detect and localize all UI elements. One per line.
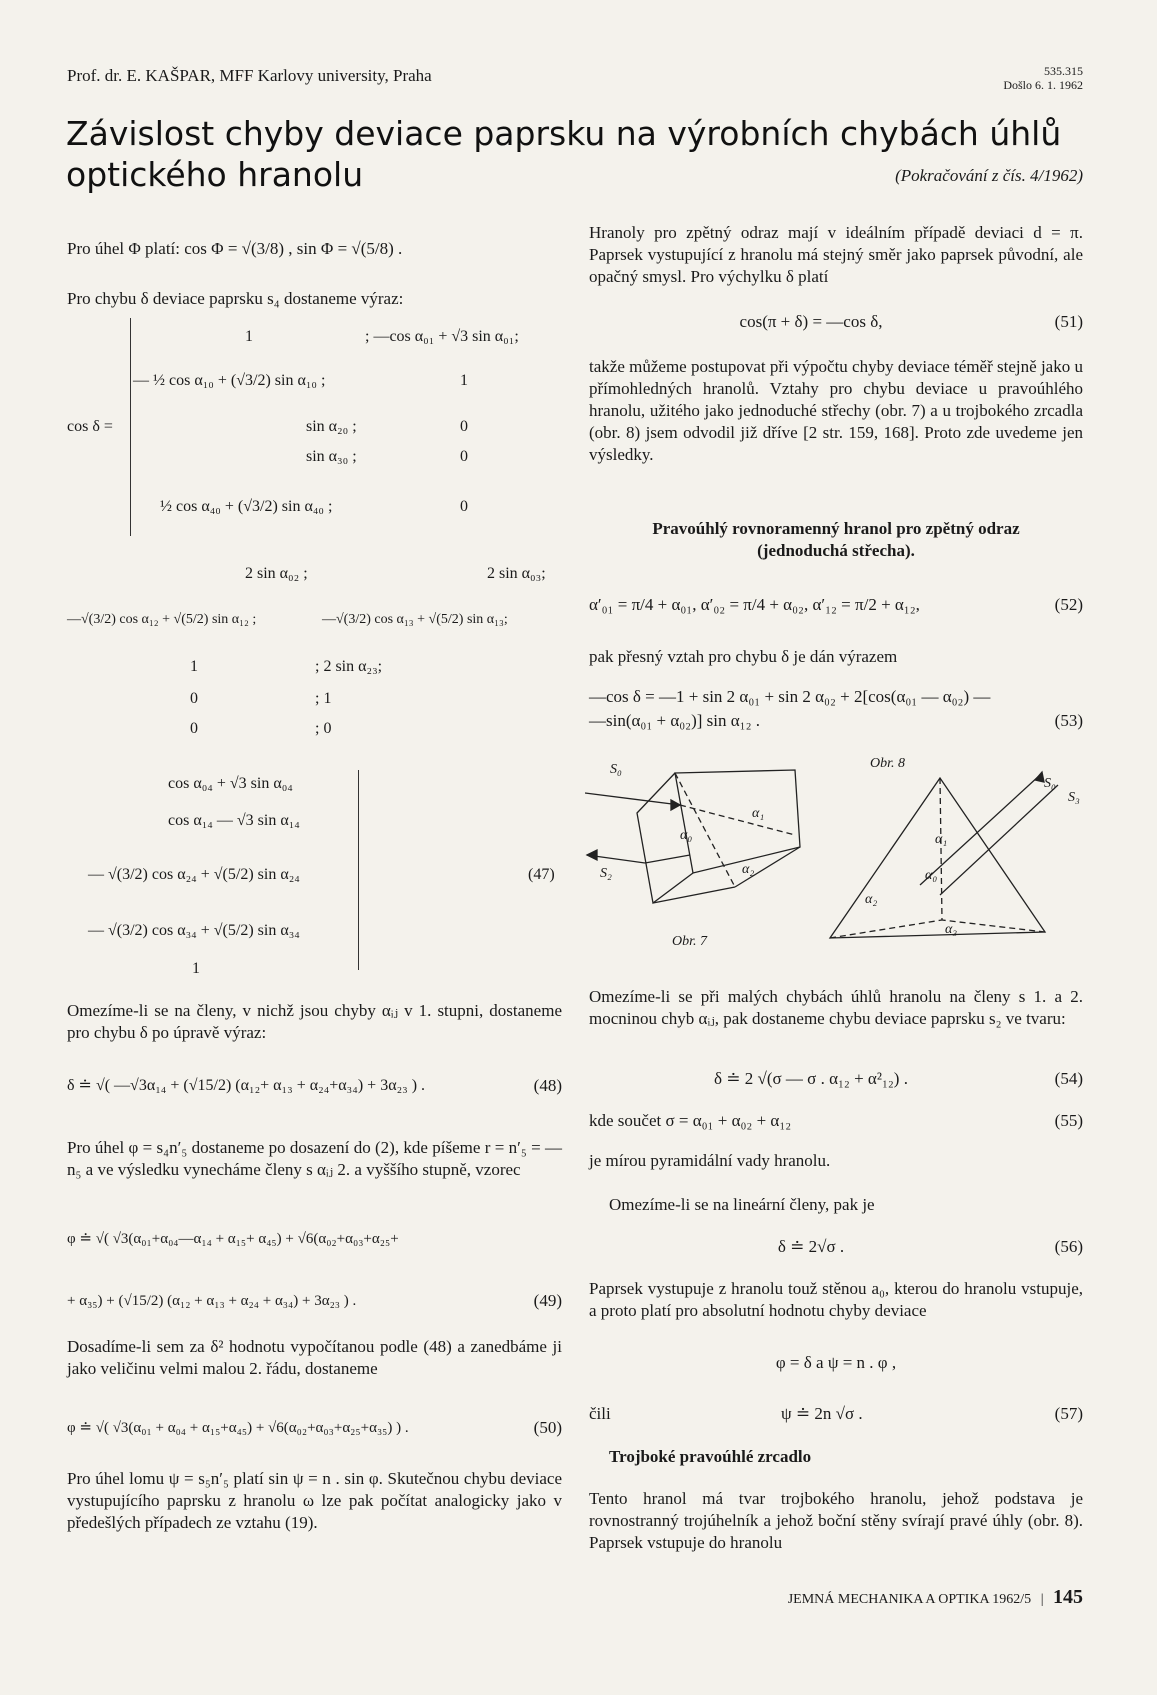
m2-cell: ; 0	[315, 720, 332, 737]
equation-48	[67, 1075, 562, 1097]
title-line-2: optického hranolu	[66, 155, 364, 194]
m1-cell: ½ cos α₄₀ + (√3/2) sin α₄₀ ;	[160, 498, 333, 515]
equation-49b	[67, 1290, 562, 1312]
equation-text: —sin(α₀₁ + α₀₂)] sin α₁₂ .	[589, 711, 761, 730]
paragraph: Hranoly pro zpětný odraz mají v ideálním případě deviaci d = π. Paprsek vystupující z hranolu má stejný směr jako paprsek původní, ale opačný smysl. Pro výchylku δ platí	[589, 223, 1083, 286]
label-a0: α₀	[680, 828, 693, 843]
m3-cell: cos α₁₄ — √3 sin α₁₄	[168, 812, 300, 829]
equation-text: δ ≐ 2√σ .	[777, 1237, 845, 1256]
determinant-bar	[358, 770, 359, 970]
figure-8-caption: Obr. 8	[870, 756, 906, 771]
document-code	[1003, 64, 1083, 92]
label-s0: S₀	[1044, 776, 1056, 791]
equation-53a: —cos δ = —1 + sin 2 α₀₁ + sin 2 α₀₂ + 2[cos(α₀₁ — α₀₂) —	[589, 687, 991, 706]
eq-number: (56)	[1054, 1237, 1083, 1256]
paragraph: je mírou pyramidální vady hranolu.	[589, 1151, 831, 1170]
section-heading: Trojboké pravoúhlé zrcadlo	[609, 1447, 812, 1466]
label-a1: α₁	[935, 832, 948, 847]
label-a0: α₀	[925, 868, 938, 883]
delta-intro: Pro chybu δ deviace paprsku s₄ dostaneme výraz:	[67, 289, 404, 308]
equation-54	[589, 1068, 1083, 1090]
m2-cell: 0	[190, 720, 198, 737]
equation-text: δ ≐ √( —√3α₁₄ + (√15/2) (α₁₂+ α₁₃ + α₂₄+α₃₄) + 3α₂₃ ) .	[67, 1077, 426, 1094]
figure-7-caption: Obr. 7	[672, 934, 708, 949]
equation-text: kde součet σ = α₀₁ + α₀₂ + α₁₂	[589, 1111, 792, 1130]
m2-cell: 1	[190, 658, 198, 675]
m2-cell: ; 2 sin α₂₃;	[315, 658, 383, 675]
m3-cell: — √(3/2) cos α₂₄ + √(5/2) sin α₂₄	[88, 866, 300, 883]
eq-number: (49)	[533, 1291, 562, 1310]
received-date: Došlo 6. 1. 1962	[1003, 78, 1083, 92]
determinant-bar	[130, 318, 131, 536]
label-s2: S₂	[600, 866, 612, 881]
eq-number: (52)	[1054, 595, 1083, 614]
m1-cell: 0	[460, 418, 468, 435]
m1-cell: sin α₂₀ ;	[306, 418, 357, 435]
label-s3: S₃	[1068, 790, 1080, 805]
equation-text: ψ ≐ 2n √σ .	[781, 1404, 863, 1423]
cos-delta-label: cos δ =	[67, 418, 113, 435]
eq-number: (54)	[1054, 1069, 1083, 1088]
paragraph: Omezíme-li se při malých chybách úhlů hranolu na členy s 1. a 2. mocninou chyb αᵢⱼ, pak dostaneme chybu deviace paprsku s₂ ve tvaru:	[589, 987, 1083, 1028]
paragraph: takže můžeme postupovat při výpočtu chyby deviace téměř stejně jako u přímohledných hranolů. Vztahy pro chybu deviace u pravoúhlého hranolu, užitého jako jednoduché střechy (obr. 7) a u trojbokého zrcadla (obr. 8) jsem odvodil již dříve [2 str. 159, 168]. Proto zde uvedeme jen výsledky.	[589, 357, 1083, 464]
m3-cell: — √(3/2) cos α₃₄ + √(5/2) sin α₃₄	[88, 922, 300, 939]
eq-number: (53)	[1054, 711, 1083, 730]
equation-text: α′₀₁ = π/4 + α₀₁, α′₀₂ = π/4 + α₀₂, α′₁₂ = π/2 + α₁₂,	[589, 595, 920, 614]
m2-cell: 2 sin α₀₂ ;	[245, 565, 308, 582]
m3-cell: cos α₀₄ + √3 sin α₀₄	[168, 775, 293, 792]
label-s0: S₀	[610, 762, 622, 777]
equation-text: δ ≐ 2 √(σ — σ . α₁₂ + α²₁₂) .	[714, 1069, 908, 1088]
page-footer: JEMNÁ MECHANIKA A OPTIKA 1962/5 | 145	[787, 1586, 1083, 1608]
equation-text: φ ≐ √( √3(α₀₁ + α₀₄ + α₁₅+α₄₅) + √6(α₀₂+α₀₃+α₂₅+α₃₅) ) .	[67, 1420, 409, 1436]
equation-prefix: čili	[589, 1404, 611, 1423]
eq-number: (51)	[1054, 312, 1083, 331]
equation-text: cos(π + δ) = —cos δ,	[739, 312, 883, 331]
eq-number: (47)	[528, 866, 555, 883]
equation-57	[589, 1403, 1083, 1425]
phi-intro: Pro úhel Φ platí: cos Φ = √(3/8) , sin Φ = √(5/8) .	[67, 239, 403, 258]
m2-cell: 0	[190, 690, 198, 707]
equation-53b	[589, 710, 1083, 732]
m2-cell: —√(3/2) cos α₁₂ + √(5/2) sin α₁₂ ;	[67, 612, 257, 627]
label-a3: α₃	[945, 922, 958, 937]
m1-cell: 0	[460, 498, 468, 515]
paragraph: Paprsek vystupuje z hranolu touž stěnou a₀, kterou do hranolu vstupuje, a proto platí pro absolutní hodnotu chyby deviace	[589, 1279, 1083, 1320]
figure-7-prism	[585, 755, 810, 930]
journal-name: JEMNÁ MECHANIKA A OPTIKA 1962/5	[787, 1592, 1032, 1607]
m3-cell: 1	[192, 960, 200, 977]
m1-cell: sin α₃₀ ;	[306, 448, 357, 465]
label-a1: α₁	[752, 806, 765, 821]
m1-cell: 1	[460, 372, 468, 389]
paragraph: Omezíme-li se na členy, v nichž jsou chyby αᵢⱼ v 1. stupni, dostaneme pro chybu δ po úpravě výraz:	[67, 1001, 562, 1042]
equation-49a: φ ≐ √( √3(α₀₁+α₀₄—α₁₄ + α₁₅+ α₄₅) + √6(α₀₂+α₀₃+α₂₅+	[67, 1231, 399, 1247]
m2-cell: 2 sin α₀₃;	[487, 565, 546, 582]
doc-code: 535.315	[1044, 64, 1083, 78]
title-line-1: Závislost chyby deviace paprsku na výrobních chybách úhlů	[66, 114, 1062, 153]
paragraph: Tento hranol má tvar trojbokého hranolu, jehož podstava je rovnostranný trojúhelník a jehož boční stěny svírají pravé úhly (obr. 8). Paprsek vstupuje do hranolu	[589, 1489, 1083, 1552]
equation-57a: φ = δ a ψ = n . φ ,	[775, 1353, 897, 1372]
paragraph: Dosadíme-li sem za δ² hodnotu vypočítanou podle (48) a zanedbáme ji jako veličinu velmi malou 2. řádu, dostaneme	[67, 1337, 562, 1378]
figure-8-mirror	[820, 770, 1090, 940]
page-number: 145	[1053, 1586, 1083, 1608]
author-line: Prof. dr. E. KAŠPAR, MFF Karlovy university, Praha	[67, 66, 432, 85]
equation-51	[589, 311, 1083, 333]
equation-50	[67, 1417, 562, 1439]
m2-cell: ; 1	[315, 690, 332, 707]
equation-52	[589, 594, 1083, 616]
equation-55	[589, 1110, 1083, 1132]
paragraph: Pro úhel φ = s₄n′₅ dostaneme po dosazení do (2), kde píšeme r = n′₅ = —n₅ a ve výsledku vynecháme členy s αᵢⱼ 2. a vyššího stupně, vzorec	[67, 1138, 562, 1179]
paragraph: pak přesný vztah pro chybu δ je dán výrazem	[589, 647, 898, 666]
m1-cell: — ½ cos α₁₀ + (√3/2) sin α₁₀ ;	[133, 372, 326, 389]
m1-cell: 0	[460, 448, 468, 465]
paragraph: Pro úhel lomu ψ = s₅n′₅ platí sin ψ = n . sin φ. Skutečnou chybu deviace vystupujícího paprsku z hranolu ω lze pak počítat analogicky jako v předešlých případech ze vztahu (19).	[67, 1469, 562, 1532]
label-a2: α₂	[865, 892, 878, 907]
section-heading: Pravoúhlý rovnoramenný hranol pro zpětný odraz (jednoduchá střecha).	[652, 519, 1020, 560]
equation-text: + α₃₅) + (√15/2) (α₁₂ + α₁₃ + α₂₄ + α₃₄) + 3α₂₃ ) .	[67, 1293, 357, 1309]
m2-cell: —√(3/2) cos α₁₃ + √(5/2) sin α₁₃;	[322, 612, 508, 627]
label-a2: α₂	[742, 862, 755, 877]
m1-cell: 1	[245, 328, 253, 345]
eq-number: (50)	[533, 1418, 562, 1437]
eq-number: (57)	[1054, 1404, 1083, 1423]
eq-number: (48)	[533, 1076, 562, 1095]
eq-number: (55)	[1054, 1111, 1083, 1130]
continuation-note: (Pokračování z čís. 4/1962)	[895, 166, 1083, 185]
m1-cell: ; —cos α₀₁ + √3 sin α₀₁;	[365, 328, 519, 345]
paragraph: Omezíme-li se na lineární členy, pak je	[609, 1195, 875, 1214]
equation-56	[589, 1236, 1083, 1258]
